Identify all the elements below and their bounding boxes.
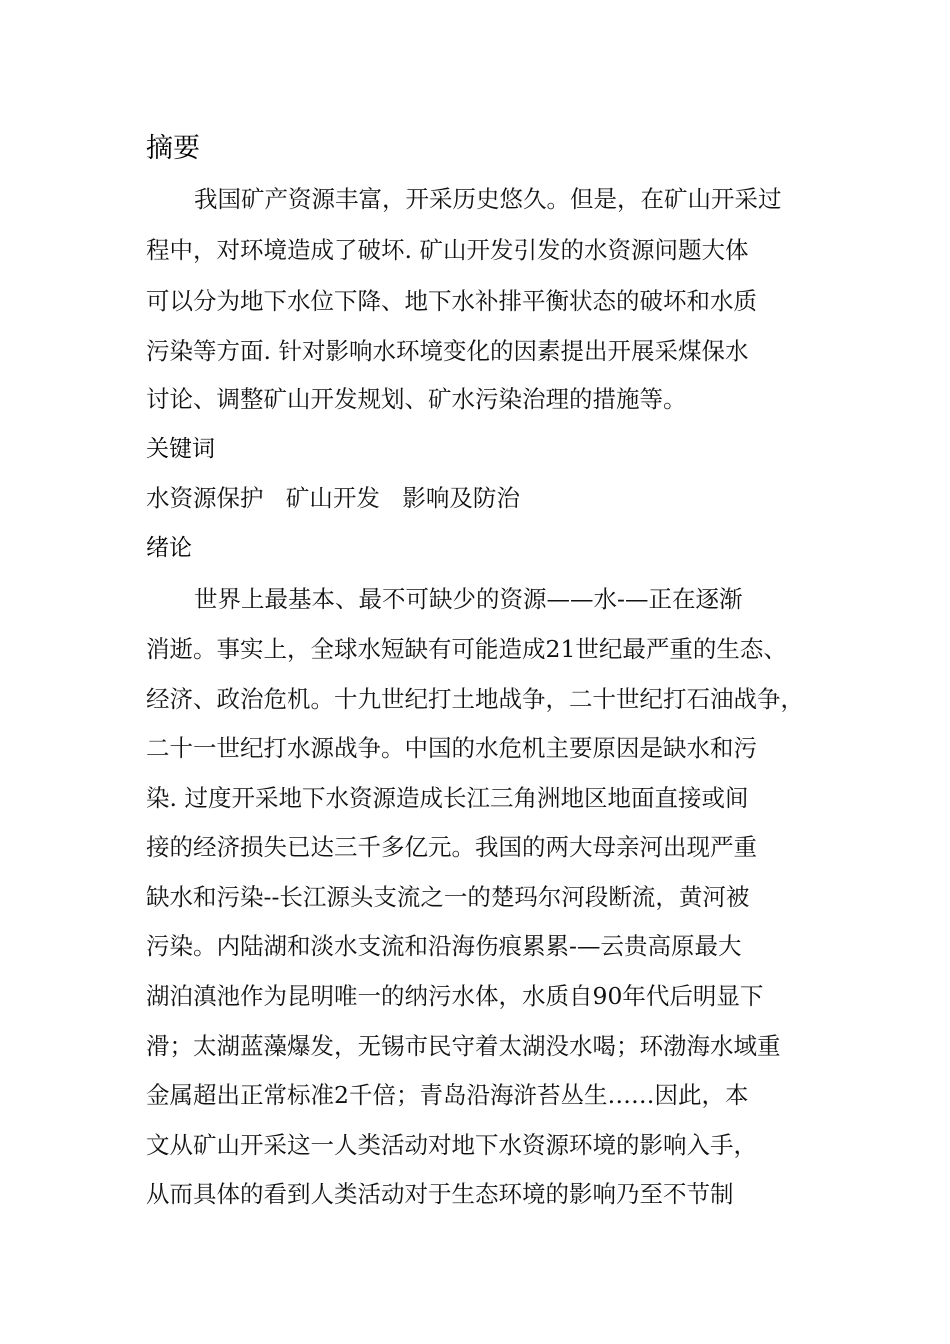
abstract-line: 程中，对环境造成了破坏. 矿山开发引发的水资源问题大体 — [146, 236, 749, 264]
introduction-line: 接的经济损失已达三千多亿元。我国的两大母亲河出现严重 — [146, 833, 757, 861]
introduction-line: 从而具体的看到人类活动对于生态环境的影响乃至不节制 — [146, 1180, 734, 1208]
introduction-line: 经济、政治危机。十九世纪打土地战争，二十世纪打石油战争， — [146, 685, 804, 713]
introduction-line: 湖泊滇池作为昆明唯一的纳污水体，水质自90年代后明显下 — [146, 982, 764, 1010]
keywords-heading: 关键词 — [146, 436, 215, 462]
introduction-line: 污染。内陆湖和淡水支流和沿海伤痕累累-—云贵高原最大 — [146, 932, 742, 960]
abstract-line: 讨论、调整矿山开发规划、矿水污染治理的措施等。 — [146, 385, 687, 413]
introduction-line: 金属超出正常标准2千倍；青岛沿海浒苔丛生……因此，本 — [146, 1081, 749, 1109]
introduction-heading: 绪论 — [146, 535, 192, 561]
abstract-heading: 摘要 — [146, 133, 200, 164]
introduction-line: 滑；太湖蓝藻爆发，无锡市民守着太湖没水喝；环渤海水域重 — [146, 1032, 781, 1060]
introduction-line: 世界上最基本、最不可缺少的资源——水-—正在逐渐 — [194, 585, 743, 613]
introduction-line: 二十一世纪打水源战争。中国的水危机主要原因是缺水和污 — [146, 734, 757, 762]
keywords-list: 水资源保护 矿山开发 影响及防治 — [146, 484, 520, 512]
introduction-line: 消逝。事实上，全球水短缺有可能造成21世纪最严重的生态、 — [146, 635, 787, 663]
abstract-line: 我国矿产资源丰富，开采历史悠久。但是，在矿山开采过 — [194, 185, 782, 213]
abstract-line: 可以分为地下水位下降、地下水补排平衡状态的破坏和水质 — [146, 287, 757, 315]
introduction-line: 染. 过度开采地下水资源造成长江三角洲地区地面直接或间 — [146, 784, 749, 812]
abstract-line: 污染等方面. 针对影响水环境变化的因素提出开展采煤保水 — [146, 337, 749, 365]
introduction-line: 缺水和污染--长江源头支流之一的楚玛尔河段断流，黄河被 — [146, 883, 750, 911]
introduction-line: 文从矿山开采这一人类活动对地下水资源环境的影响入手， — [146, 1131, 757, 1159]
